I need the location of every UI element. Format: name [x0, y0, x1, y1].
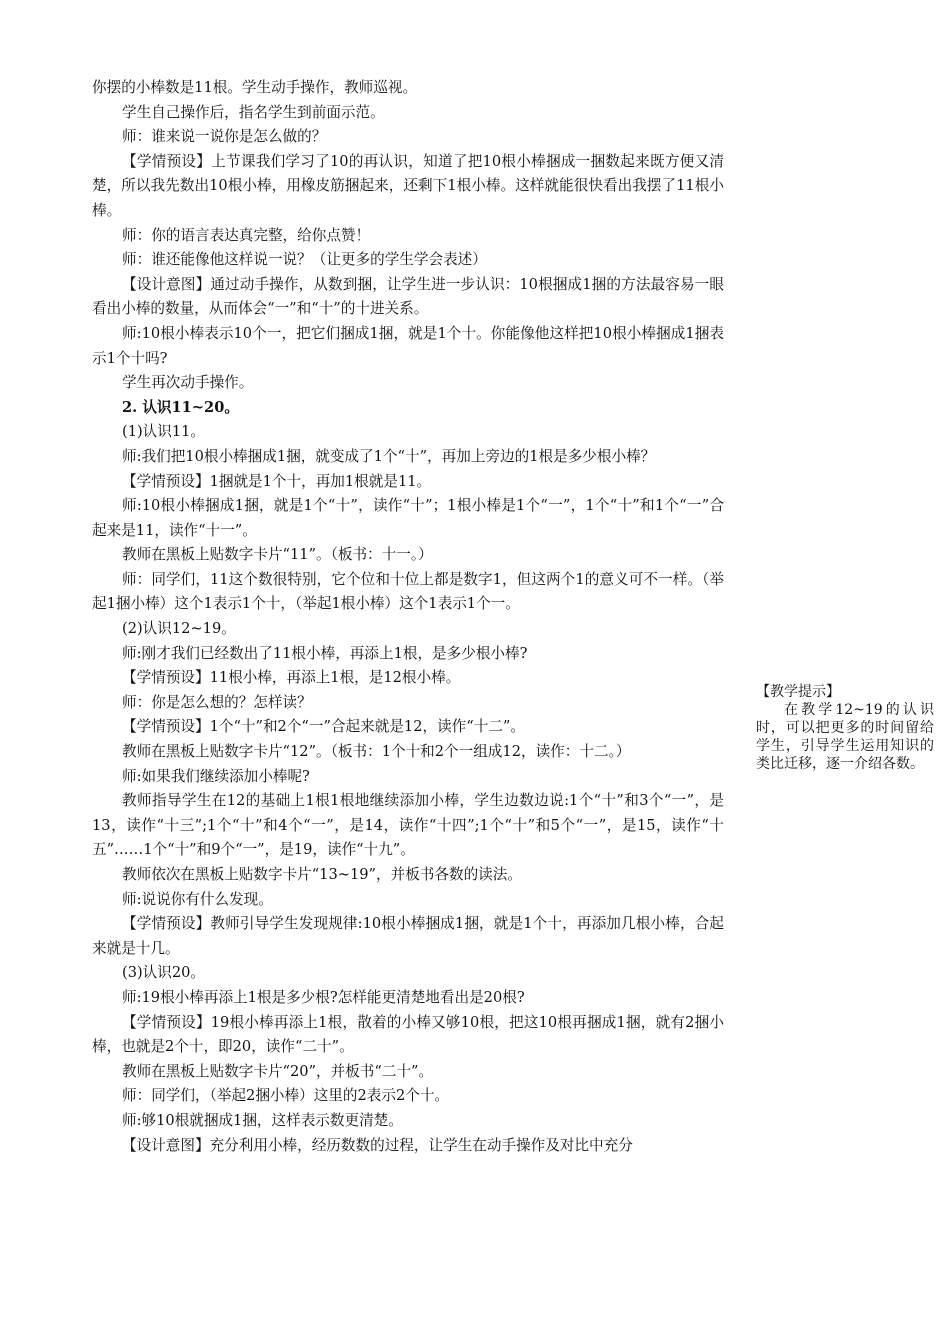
- section-heading: 2. 认识11~20。: [122, 398, 239, 416]
- paragraph: 教师在黑板上贴数字卡片“11”。（板书：十一。）: [122, 546, 433, 564]
- main-text: [92, 76, 724, 1158]
- sidebar-body: 在教学12~19的认识时，可以把更多的时间留给学生，引导学生运用知识的类比迁移，逐一介绍各数。: [756, 702, 934, 772]
- paragraph: 师：同学们，（举起2捆小棒）这里的2表示2个十。: [122, 1087, 450, 1105]
- paragraph: 【学情预设】11根小棒，再添上1根，是12根小棒。: [122, 669, 461, 687]
- paragraph: 【设计意图】通过动手操作，从数到捆，让学生进一步认识：10根捆成1捆的方法最容易一眼看出小棒的数量，从而体会“一”和“十”的十进关系。: [92, 275, 724, 318]
- subsection-heading: (2)认识12~19。: [122, 620, 236, 638]
- paragraph: 师：你的语言表达真完整，给你点赞！: [122, 226, 371, 244]
- paragraph: 师：同学们，11这个数很特别，它个位和十位上都是数字1，但这两个1的意义可不一样。（举起1捆小棒）这个1表示1个十，（举起1根小棒）这个1表示1个一。: [92, 570, 724, 613]
- paragraph: 【学情预设】1捆就是1个十，再加1根就是11。: [122, 472, 432, 490]
- paragraph: 教师依次在黑板上贴数字卡片“13~19”，并板书各数的读法。: [122, 866, 522, 883]
- teaching-tip-sidebar: [756, 683, 934, 773]
- paragraph: 【学情预设】19根小棒再添上1根，散着的小棒又够10根，把这10根再捆成1捆，就有2捆小棒，也就是2个十，即20，读作“二十”。: [92, 1013, 724, 1056]
- paragraph: 师:刚才我们已经数出了11根小棒，再添上1根，是多少根小棒?: [122, 644, 528, 662]
- paragraph: 【学情预设】上节课我们学习了10的再认识，知道了把10根小棒捆成一捆数起来既方便又清楚，所以我先数出10根小棒，用橡皮筋捆起来，还剩下1根小棒。这样就能很快看出我摆了11根小棒。: [92, 152, 724, 219]
- paragraph: 【学情预设】1个“十”和2个“一”合起来就是12，读作“十二”。: [122, 718, 525, 736]
- paragraph: 【学情预设】教师引导学生发现规律:10根小棒捆成1捆，就是1个十，再添加几根小棒，合起来就是十几。: [92, 915, 724, 957]
- paragraph: 师:说说你有什么发现。: [122, 890, 273, 908]
- paragraph: 教师指导学生在12的基础上1根1根地继续添加小棒，学生边数边说:1个“十”和3个“一”，是13，读作“十三”;1个“十”和4个“一”，是14，读作“十四”;1个“十”和5个“一”，是15，读作“十五”……1个“十”和9个“一”，是19，读作“十九”。: [92, 792, 724, 859]
- paragraph: 【设计意图】充分利用小棒，经历数数的过程，让学生在动手操作及对比中充分: [122, 1136, 633, 1154]
- paragraph: 师：谁还能像他这样说一说？（让更多的学生学会表述）: [122, 251, 487, 269]
- paragraph: 师:19根小棒再添上1根是多少根?怎样能更清楚地看出是20根?: [122, 988, 525, 1006]
- paragraph: 师:10根小棒捆成1捆，就是1个“十”，读作“十”；1根小棒是1个“一”，1个“十”和1个“一”合起来是11，读作“十一”。: [92, 497, 724, 539]
- paragraph: 师:我们把10根小棒捆成1捆，就变成了1个“十”，再加上旁边的1根是多少根小棒？: [122, 447, 656, 465]
- paragraph: 师:如果我们继续添加小棒呢?: [122, 767, 310, 785]
- paragraph: 学生自己操作后，指名学生到前面示范。: [122, 103, 385, 121]
- paragraph: 学生再次动手操作。: [122, 374, 254, 392]
- subsection-heading: (3)认识20。: [122, 964, 206, 982]
- paragraph: 师:够10根就捆成1捆，这样表示数更清楚。: [122, 1111, 403, 1129]
- paragraph: 师：你是怎么想的？怎样读？: [122, 693, 312, 711]
- paragraph: 师:10根小棒表示10个一，把它们捆成1捆，就是1个十。你能像他这样把10根小棒捆成1捆表示1个十吗?: [92, 324, 724, 367]
- sidebar-title: 【教学提示】: [756, 684, 840, 700]
- paragraph: 你摆的小棒数是11根。学生动手操作，教师巡视。: [92, 79, 418, 96]
- paragraph: 教师在黑板上贴数字卡片“12”。（板书：1个十和2个一组成12，读作：十二。）: [122, 743, 631, 761]
- paragraph: 师：谁来说一说你是怎么做的？: [122, 128, 327, 146]
- paragraph: 教师在黑板上贴数字卡片“20”，并板书“二十”。: [122, 1062, 434, 1080]
- subsection-heading: (1)认识11。: [122, 423, 206, 441]
